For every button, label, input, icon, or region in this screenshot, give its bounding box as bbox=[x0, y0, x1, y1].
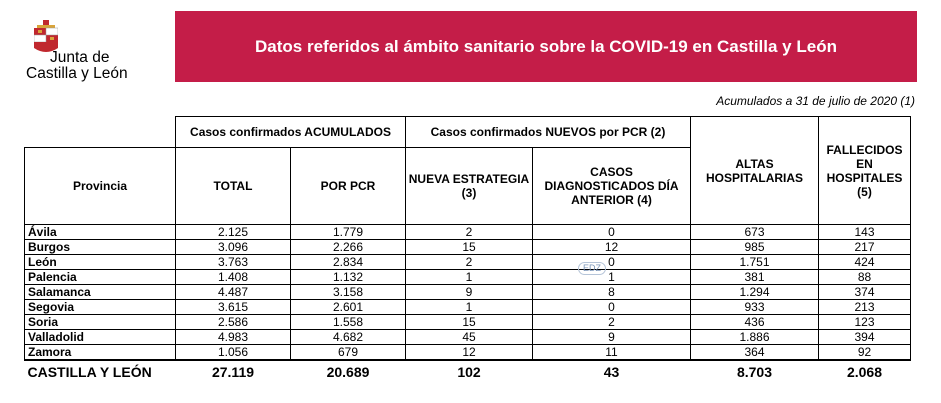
cell-altas: 1.751 bbox=[691, 255, 819, 270]
cell-altas: 436 bbox=[691, 315, 819, 330]
covid-data-table bbox=[24, 116, 911, 383]
cell-nueva: 15 bbox=[406, 240, 533, 255]
cell-total: 1.056 bbox=[176, 345, 291, 361]
header-casos-diagnosticados: CASOS DIAGNOSTICADOS DÍA ANTERIOR (4) bbox=[533, 148, 691, 225]
cell-total: 3.763 bbox=[176, 255, 291, 270]
cell-fallecidos: 424 bbox=[819, 255, 911, 270]
cell-fallecidos: 217 bbox=[819, 240, 911, 255]
table-row bbox=[25, 300, 911, 315]
date-note: Acumulados a 31 de julio de 2020 (1) bbox=[716, 94, 915, 108]
logo-line-2: Castilla y León bbox=[26, 65, 128, 82]
cell-por-pcr: 2.601 bbox=[291, 300, 406, 315]
cell-por-pcr: 2.266 bbox=[291, 240, 406, 255]
cell-fallecidos: 123 bbox=[819, 315, 911, 330]
header-nuevos: Casos confirmados NUEVOS por PCR (2) bbox=[406, 117, 691, 148]
header-provincia: Provincia bbox=[25, 148, 176, 225]
cell-por-pcr: 3.158 bbox=[291, 285, 406, 300]
cell-total: 4.487 bbox=[176, 285, 291, 300]
cell-nueva: 2 bbox=[406, 255, 533, 270]
header-total: TOTAL bbox=[176, 148, 291, 225]
table-row bbox=[25, 345, 911, 361]
cell-diag: 0 bbox=[533, 225, 691, 240]
cell-provincia: Palencia bbox=[25, 270, 176, 285]
cell-fallecidos: 88 bbox=[819, 270, 911, 285]
cell-nueva: 2 bbox=[406, 225, 533, 240]
cell-nueva: 1 bbox=[406, 270, 533, 285]
total-row bbox=[25, 360, 911, 383]
table-row bbox=[25, 255, 911, 270]
header-acumulados: Casos confirmados ACUMULADOS bbox=[176, 117, 406, 148]
cell-altas: 364 bbox=[691, 345, 819, 361]
cell-por-pcr: 2.834 bbox=[291, 255, 406, 270]
cell-provincia: Burgos bbox=[25, 240, 176, 255]
cell-altas: 1.294 bbox=[691, 285, 819, 300]
table-row bbox=[25, 330, 911, 345]
logo-line-1: Junta de bbox=[50, 49, 110, 66]
total-altas: 8.703 bbox=[691, 360, 819, 383]
cell-provincia: Salamanca bbox=[25, 285, 176, 300]
title-banner bbox=[175, 11, 917, 82]
cell-por-pcr: 1.132 bbox=[291, 270, 406, 285]
cell-provincia: Zamora bbox=[25, 345, 176, 361]
cell-diag: 1 bbox=[533, 270, 691, 285]
cell-provincia: Valladolid bbox=[25, 330, 176, 345]
total-total: 27.119 bbox=[176, 360, 291, 383]
cell-por-pcr: 1.779 bbox=[291, 225, 406, 240]
cell-provincia: Ávila bbox=[25, 225, 176, 240]
table-row bbox=[25, 315, 911, 330]
cell-provincia: Soria bbox=[25, 315, 176, 330]
cell-altas: 933 bbox=[691, 300, 819, 315]
cell-diag: 0 bbox=[533, 255, 691, 270]
total-diag: 43 bbox=[533, 360, 691, 383]
junta-logo bbox=[22, 12, 152, 80]
cell-total: 2.586 bbox=[176, 315, 291, 330]
cell-provincia: León bbox=[25, 255, 176, 270]
cell-total: 3.096 bbox=[176, 240, 291, 255]
cell-total: 4.983 bbox=[176, 330, 291, 345]
cell-diag: 11 bbox=[533, 345, 691, 361]
cell-diag: 0 bbox=[533, 300, 691, 315]
header-altas: ALTAS HOSPITALARIAS bbox=[691, 117, 819, 225]
cell-diag: 9 bbox=[533, 330, 691, 345]
cell-total: 1.408 bbox=[176, 270, 291, 285]
cell-total: 2.125 bbox=[176, 225, 291, 240]
cell-fallecidos: 394 bbox=[819, 330, 911, 345]
table-row bbox=[25, 225, 911, 240]
table-row bbox=[25, 240, 911, 255]
cell-nueva: 12 bbox=[406, 345, 533, 361]
cell-diag: 8 bbox=[533, 285, 691, 300]
watermark-stamp: EDZ bbox=[578, 262, 606, 275]
banner-title: Datos referidos al ámbito sanitario sobre la COVID-19 en Castilla y León bbox=[255, 36, 837, 56]
cell-por-pcr: 679 bbox=[291, 345, 406, 361]
cell-nueva: 15 bbox=[406, 315, 533, 330]
total-nueva: 102 bbox=[406, 360, 533, 383]
total-fallecidos: 2.068 bbox=[819, 360, 911, 383]
cell-diag: 12 bbox=[533, 240, 691, 255]
cell-altas: 985 bbox=[691, 240, 819, 255]
cell-fallecidos: 213 bbox=[819, 300, 911, 315]
total-provincia: CASTILLA Y LEÓN bbox=[25, 360, 176, 383]
header-nueva-estrategia: NUEVA ESTRATEGIA (3) bbox=[406, 148, 533, 225]
cell-nueva: 1 bbox=[406, 300, 533, 315]
cell-fallecidos: 92 bbox=[819, 345, 911, 361]
cell-altas: 673 bbox=[691, 225, 819, 240]
cell-nueva: 45 bbox=[406, 330, 533, 345]
cell-total: 3.615 bbox=[176, 300, 291, 315]
total-por-pcr: 20.689 bbox=[291, 360, 406, 383]
cell-altas: 381 bbox=[691, 270, 819, 285]
cell-diag: 2 bbox=[533, 315, 691, 330]
cell-fallecidos: 143 bbox=[819, 225, 911, 240]
table-row bbox=[25, 270, 911, 285]
header-por-pcr: POR PCR bbox=[291, 148, 406, 225]
cell-nueva: 9 bbox=[406, 285, 533, 300]
cell-provincia: Segovia bbox=[25, 300, 176, 315]
cell-por-pcr: 4.682 bbox=[291, 330, 406, 345]
cell-por-pcr: 1.558 bbox=[291, 315, 406, 330]
cell-altas: 1.886 bbox=[691, 330, 819, 345]
cell-fallecidos: 374 bbox=[819, 285, 911, 300]
header-fallecidos: FALLECIDOS EN HOSPITALES (5) bbox=[819, 117, 911, 225]
table-row bbox=[25, 285, 911, 300]
empty-header-cell bbox=[25, 117, 176, 148]
group-header-row bbox=[25, 117, 911, 148]
